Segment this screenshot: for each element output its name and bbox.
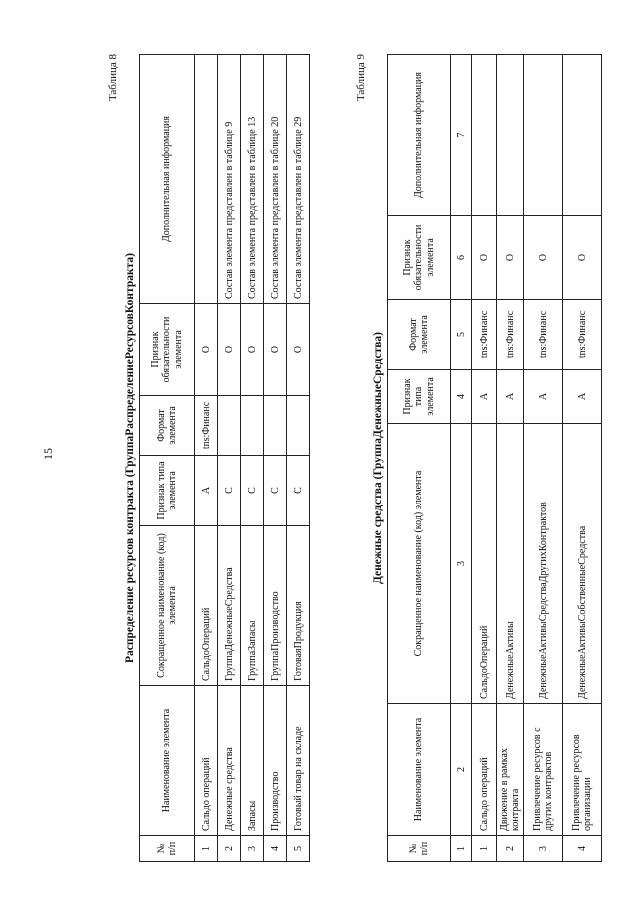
table-cell: О xyxy=(472,216,497,300)
table9-header-cell: Признак типа элемента xyxy=(388,370,451,424)
table-cell xyxy=(264,396,287,456)
table-cell: tns:Финанс xyxy=(524,300,563,370)
table-cell: Состав элемента представлен в таблице 29 xyxy=(287,55,310,304)
table-cell xyxy=(287,396,310,456)
table9-block xyxy=(355,54,602,862)
table-cell xyxy=(472,55,497,216)
table-cell: А xyxy=(563,370,602,424)
table-cell xyxy=(563,55,602,216)
table-row xyxy=(218,55,241,862)
table8-header-cell: Дополнительная информация xyxy=(140,55,195,304)
table-cell: 1 xyxy=(195,836,218,862)
table-cell: А xyxy=(195,456,218,526)
table-cell: ГруппаЗапасы xyxy=(241,526,264,686)
table9-header-cell: Признак обязательности элемента xyxy=(388,216,451,300)
table-cell: 5 xyxy=(451,300,472,370)
table-cell: Денежные средства xyxy=(218,686,241,836)
table8-number: Таблица 8 xyxy=(107,54,119,102)
table-cell: 3 xyxy=(524,836,563,862)
table-cell: ГруппаДенежныеСредства xyxy=(218,526,241,686)
table-row xyxy=(264,55,287,862)
table-cell: Производство xyxy=(264,686,287,836)
table-cell: tns:Финанс xyxy=(195,396,218,456)
table-cell: ДенежныеАктивыСредстваДругихКонтрактов xyxy=(524,424,563,704)
table9-header-cell: № п/п xyxy=(388,836,451,862)
table9 xyxy=(387,54,602,862)
table8-header-cell: Признак типа элемента xyxy=(140,456,195,526)
table-cell: 1 xyxy=(472,836,497,862)
table-row xyxy=(287,55,310,862)
table9-header-cell: Формат элемента xyxy=(388,300,451,370)
table-cell: О xyxy=(563,216,602,300)
table-cell: О xyxy=(218,304,241,396)
table-cell: 4 xyxy=(563,836,602,862)
table-cell: 7 xyxy=(451,55,472,216)
table-cell: 2 xyxy=(218,836,241,862)
table-cell: ГотоваяПродукция xyxy=(287,526,310,686)
table-cell xyxy=(241,396,264,456)
table-row xyxy=(195,55,218,862)
table-cell: О xyxy=(241,304,264,396)
table-cell: Состав элемента представлен в таблице 13 xyxy=(241,55,264,304)
table-cell: О xyxy=(264,304,287,396)
table-cell xyxy=(218,396,241,456)
table9-number: Таблица 9 xyxy=(355,54,367,102)
table-cell: Привлечение ресурсов организации xyxy=(563,704,602,836)
table8-block xyxy=(107,54,310,862)
table-cell: А xyxy=(497,370,524,424)
table-cell: ГруппаПроизводство xyxy=(264,526,287,686)
table-cell: 5 xyxy=(287,836,310,862)
table-row xyxy=(524,55,563,862)
table-cell: 3 xyxy=(241,836,264,862)
table-cell: О xyxy=(524,216,563,300)
table-cell: 3 xyxy=(451,424,472,704)
table-cell: tns:Финанс xyxy=(497,300,524,370)
table-cell: С xyxy=(241,456,264,526)
table8-header-cell: Сокращенное наименование (код) элемента xyxy=(140,526,195,686)
table8-header-row xyxy=(140,55,195,862)
table-row xyxy=(472,55,497,862)
table-cell: tns:Финанс xyxy=(563,300,602,370)
table-cell xyxy=(195,55,218,304)
page-number: 15 xyxy=(41,448,55,460)
table-cell: Состав элемента представлен в таблице 20 xyxy=(264,55,287,304)
table-cell: 2 xyxy=(451,704,472,836)
table-cell xyxy=(497,55,524,216)
table8-header-cell: Формат элемента xyxy=(140,396,195,456)
table9-header-cell: Дополнительная информация xyxy=(388,55,451,216)
table9-title: Денежные средства (ГруппаДенежныеСредства) xyxy=(372,331,384,585)
table-cell: С xyxy=(218,456,241,526)
table-cell: С xyxy=(264,456,287,526)
table-cell: Готовый товар на складе xyxy=(287,686,310,836)
table-cell: О xyxy=(287,304,310,396)
table-cell: 2 xyxy=(497,836,524,862)
table8-header-cell: Наименование элемента xyxy=(140,686,195,836)
table-cell: 1 xyxy=(451,836,472,862)
table-cell: А xyxy=(472,370,497,424)
table-cell: 4 xyxy=(264,836,287,862)
table8-header-cell: № п/п xyxy=(140,836,195,862)
table-cell: С xyxy=(287,456,310,526)
table9-index-row xyxy=(451,55,472,862)
table-cell: Движение в рамках контракта xyxy=(497,704,524,836)
table-cell: О xyxy=(497,216,524,300)
table-row xyxy=(241,55,264,862)
table-cell: ДенежныеАктивы xyxy=(497,424,524,704)
table-cell: О xyxy=(195,304,218,396)
table9-header-cell: Наименование элемента xyxy=(388,704,451,836)
table9-header-row xyxy=(388,55,451,862)
table-cell: Запасы xyxy=(241,686,264,836)
table-cell: СальдоОпераций xyxy=(195,526,218,686)
table8-title: Распределение ресурсов контракта (ГруппаРаспределениеРесурсовКонтракта) xyxy=(124,253,136,663)
table-cell: Привлечение ресурсов с других контрактов xyxy=(524,704,563,836)
table-cell: ДенежныеАктивыСобственныеСредства xyxy=(563,424,602,704)
table-cell: tns:Финанс xyxy=(472,300,497,370)
table9-header-cell: Сокращенное наименование (код) элемента xyxy=(388,424,451,704)
table-row xyxy=(563,55,602,862)
table-cell: 4 xyxy=(451,370,472,424)
table-cell: 6 xyxy=(451,216,472,300)
table-row xyxy=(497,55,524,862)
table-cell: Сальдо операций xyxy=(195,686,218,836)
table8-header-cell: Признак обязательности элемента xyxy=(140,304,195,396)
table-cell: Состав элемента представлен в таблице 9 xyxy=(218,55,241,304)
table-cell: СальдоОпераций xyxy=(472,424,497,704)
table-cell: А xyxy=(524,370,563,424)
table-cell xyxy=(524,55,563,216)
table-cell: Сальдо операций xyxy=(472,704,497,836)
table8 xyxy=(139,54,310,862)
